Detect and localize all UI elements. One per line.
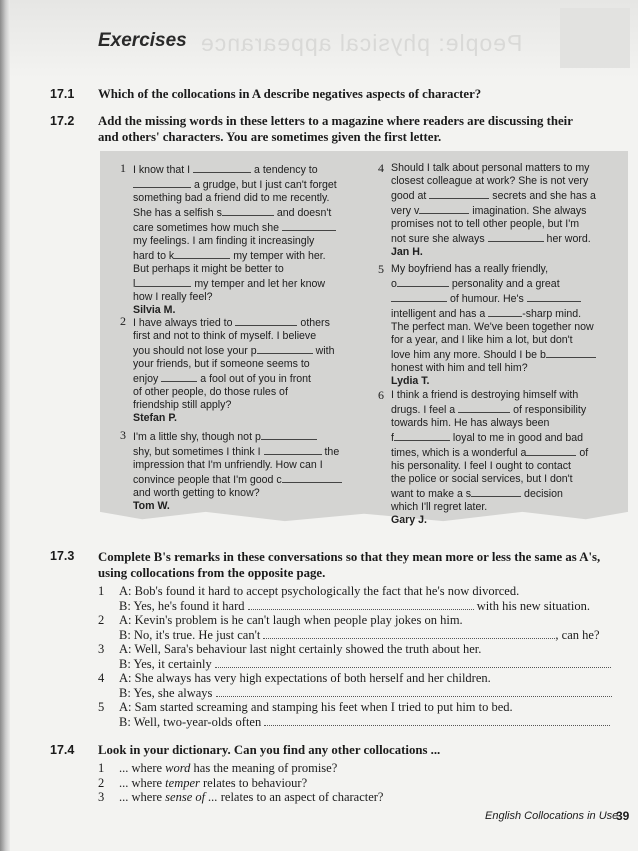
- text: how I really feel?: [133, 291, 213, 303]
- blank[interactable]: [394, 430, 450, 441]
- instruction-line: and others' characters. You are sometimes given the first letter.: [98, 130, 442, 144]
- exercise-instruction: Which of the collocations in A describe negatives aspects of character?: [98, 87, 482, 101]
- blank[interactable]: [222, 205, 274, 216]
- blank[interactable]: [458, 402, 510, 413]
- blank[interactable]: [261, 429, 317, 440]
- blank[interactable]: [546, 347, 596, 358]
- text: the: [324, 446, 340, 458]
- blank[interactable]: [419, 203, 469, 214]
- text: honest with him and tell him?: [391, 362, 528, 374]
- text: my temper with her.: [233, 250, 326, 262]
- answer-blank[interactable]: [264, 715, 610, 726]
- letter-4: [378, 161, 596, 259]
- letter-number: 5: [378, 262, 384, 276]
- text: But perhaps it might be better to: [133, 263, 284, 275]
- text: which I'll regret later.: [391, 501, 488, 513]
- letter-number: 6: [378, 388, 384, 402]
- speaker-b-end: with his new situation.: [476, 598, 590, 613]
- text: relates to an aspect of character?: [217, 790, 384, 804]
- text: others: [300, 317, 330, 329]
- exercise-number: 17.3: [50, 549, 75, 563]
- text: Should I talk about personal matters to my: [391, 162, 590, 174]
- mirrored-ghost-text: People: physical appearance: [200, 30, 523, 56]
- signature: Gary J.: [391, 514, 427, 526]
- text: -sharp mind.: [522, 308, 582, 320]
- signature: Lydia T.: [391, 375, 430, 387]
- emphasis: temper: [165, 775, 200, 790]
- letter-number: 3: [120, 428, 126, 442]
- text: towards him. He has always been: [391, 417, 550, 429]
- blank[interactable]: [235, 315, 297, 326]
- text: intelligent and has a: [391, 308, 486, 320]
- text: friendship still apply?: [133, 399, 232, 411]
- signature: Silvia M.: [133, 304, 176, 316]
- speaker-a-line: A: Bob's found it hard to accept psychologically the fact that he's now divorced.: [119, 584, 520, 598]
- signature: Stefan P.: [133, 412, 177, 424]
- text: personality and a great: [451, 278, 560, 290]
- exercise-17-4-items: [98, 761, 628, 805]
- text: I'm a little shy, though not p: [133, 431, 261, 443]
- speaker-a-line: A: She always has very high expectations of both herself and her children.: [119, 671, 491, 685]
- text: something bad a friend did to me recently.: [133, 192, 330, 204]
- text: of: [579, 447, 589, 459]
- text: want to make a s: [391, 488, 472, 500]
- item-number: 3: [98, 790, 105, 804]
- text: f: [391, 432, 394, 444]
- text: a tendency to: [254, 164, 318, 176]
- text: secrets and she has a: [492, 190, 596, 202]
- text: ... where: [119, 761, 166, 775]
- blank[interactable]: [471, 486, 521, 497]
- text: my feelings. I am finding it increasingly: [133, 235, 315, 247]
- text: My boyfriend has a really friendly,: [391, 263, 549, 275]
- letter-number: 2: [120, 314, 126, 328]
- text: you should not lose your p: [133, 345, 257, 357]
- text: times, which is a wonderful a: [391, 447, 527, 459]
- ghost-image: [560, 8, 630, 68]
- letter-1: [120, 161, 337, 317]
- text: decision: [524, 488, 563, 500]
- text: first and not to think of myself. I believe: [133, 330, 317, 342]
- signature: Jan H.: [391, 246, 423, 258]
- speaker-a-line: A: Sam started screaming and stamping his feet when I tried to put him to bed.: [119, 700, 513, 714]
- blank[interactable]: [257, 343, 313, 354]
- speaker-b-line: B: Well, two-year-olds often: [119, 714, 262, 729]
- blank[interactable]: [161, 371, 197, 382]
- text: and worth getting to know?: [133, 487, 260, 499]
- item-number: 1: [98, 761, 105, 775]
- text: love him any more. Should I be b: [391, 349, 546, 361]
- text: o: [391, 278, 397, 290]
- text: l: [133, 278, 136, 290]
- blank[interactable]: [488, 231, 544, 242]
- blank[interactable]: [527, 291, 581, 302]
- blank[interactable]: [526, 445, 576, 456]
- text: his personality. I feel I ought to contact: [391, 460, 572, 472]
- exercise-number: 17.2: [50, 114, 75, 128]
- text: imagination. She always: [472, 205, 587, 217]
- blank[interactable]: [488, 306, 522, 317]
- text: a grudge, but I just can't forget: [193, 179, 337, 191]
- letter-number: 1: [120, 161, 126, 175]
- letter-5: [378, 262, 596, 388]
- text: care sometimes how much she: [133, 222, 280, 234]
- text: She has a selfish s: [133, 207, 222, 219]
- page-title: Exercises: [98, 30, 187, 51]
- exercise-number: 17.4: [50, 743, 75, 757]
- text: her word.: [546, 233, 591, 245]
- speaker-a-line: A: Kevin's problem is he can't laugh when people play jokes on him.: [119, 613, 463, 627]
- speaker-a-line: A: Well, Sara's behaviour last night certainly showed the truth about her.: [119, 642, 482, 656]
- text: drugs. I feel a: [391, 404, 456, 416]
- text: for a year, and I like him a lot, but don't: [391, 334, 573, 346]
- letter-number: 4: [378, 161, 384, 175]
- item-number: 1: [98, 584, 105, 598]
- text: shy, but sometimes I think I: [133, 446, 261, 458]
- blank[interactable]: [135, 276, 191, 287]
- blank[interactable]: [429, 188, 489, 199]
- instruction-line: Complete B's remarks in these conversations so that they mean more or less the same as A's,: [98, 550, 601, 564]
- speaker-b-end: , can he?: [555, 627, 600, 642]
- text: impression that I'm unfriendly. How can I: [133, 459, 323, 471]
- blank[interactable]: [282, 220, 336, 231]
- text: of responsibility: [513, 404, 587, 416]
- text: convince people that I'm good c: [133, 474, 282, 486]
- speaker-b-line: B: Yes, she always: [119, 685, 213, 700]
- text: good at: [391, 190, 427, 202]
- item-number: 2: [98, 775, 105, 790]
- item-number: 3: [98, 642, 105, 656]
- exercise-17-3-items: [98, 584, 628, 729]
- blank[interactable]: [397, 276, 449, 287]
- text: has the meaning of promise?: [190, 761, 338, 775]
- answer-blank[interactable]: [216, 686, 612, 697]
- speaker-b-line: B: Yes, it certainly: [119, 656, 212, 671]
- text: a fool out of you in front: [200, 373, 311, 385]
- letter-3: [120, 428, 342, 513]
- answer-blank[interactable]: [263, 628, 555, 639]
- emphasis: word: [165, 761, 191, 775]
- text: my temper and let her know: [194, 278, 326, 290]
- page-number: 39: [616, 809, 630, 823]
- blank[interactable]: [133, 177, 191, 188]
- book-spine-shadow: [0, 0, 10, 851]
- instruction-line: using collocations from the opposite page.: [98, 566, 326, 580]
- exercise-instruction: Look in your dictionary. Can you find any other collocations ...: [98, 743, 441, 757]
- text: the police or social services, but I don't: [391, 473, 573, 485]
- blank[interactable]: [193, 162, 251, 173]
- text: ... where: [119, 790, 166, 804]
- text: very v: [391, 205, 420, 217]
- exercise-instruction: [98, 113, 603, 145]
- text: of humour. He's: [449, 293, 524, 305]
- text: I have always tried to: [133, 317, 233, 329]
- answer-blank[interactable]: [248, 599, 474, 610]
- blank[interactable]: [282, 472, 342, 483]
- blank[interactable]: [391, 291, 447, 302]
- text: loyal to me in good and bad: [452, 432, 584, 444]
- text: promises not to tell other people, but I'm: [391, 218, 580, 230]
- text: I think a friend is destroying himself with: [391, 389, 579, 401]
- signature: Tom W.: [133, 500, 170, 512]
- text: relates to behaviour?: [199, 775, 308, 790]
- letter-6: [378, 388, 589, 527]
- speaker-b-line: B: Yes, he's found it hard: [119, 598, 245, 613]
- text: and doesn't: [276, 207, 332, 219]
- text: not sure she always: [391, 233, 485, 245]
- text: closest colleague at work? She is not very: [391, 175, 589, 187]
- instruction-line: Add the missing words in these letters to a magazine where readers are discussing their: [98, 114, 573, 128]
- book-title-footer: English Collocations in Use: [485, 810, 619, 822]
- blank[interactable]: [264, 444, 322, 455]
- item-number: 5: [98, 700, 105, 714]
- exercise-number: 17.1: [50, 87, 75, 101]
- emphasis: sense of ...: [165, 790, 218, 804]
- item-number: 4: [98, 671, 105, 685]
- answer-blank[interactable]: [215, 657, 611, 668]
- text: ... where: [119, 775, 166, 790]
- exercise-instruction: [98, 549, 603, 581]
- text: your friends, but if someone seems to: [133, 358, 310, 370]
- text: hard to k: [133, 250, 175, 262]
- text: enjoy: [133, 373, 159, 385]
- blank[interactable]: [174, 248, 230, 259]
- text: with: [315, 345, 335, 357]
- item-number: 2: [98, 613, 105, 627]
- text: I know that I: [133, 164, 191, 176]
- text: The perfect man. We've been together now: [391, 321, 594, 333]
- letter-2: [120, 314, 335, 425]
- speaker-b-line: B: No, it's true. He just can't: [119, 627, 261, 642]
- text: of other people, do those rules of: [133, 386, 288, 398]
